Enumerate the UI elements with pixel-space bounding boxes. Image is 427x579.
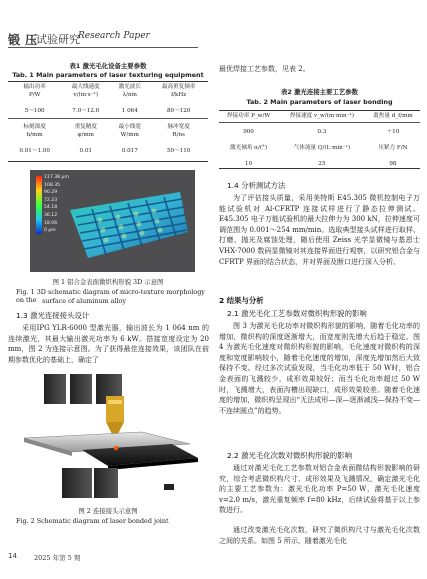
table-cell: 焊接速度 v_w/(m·min⁻¹) <box>289 113 355 119</box>
colorbar-label: 36.12 <box>44 212 58 218</box>
table-cell: f/kHz <box>171 92 187 98</box>
colorbar-label: 90.29 <box>44 190 58 196</box>
journal-issue: 2025 年第 5 期 <box>34 554 81 562</box>
table-cell: h/mm <box>26 132 43 138</box>
section-2-1-paragraph: 图 3 为激光毛化功率对微织构形貌的影响，随着毛化功率的增加，微织构的深度逐渐增大，而宽度则先增大后趋于稳定。图 4 为激光毛化速度对微织构形貌的影响，毛化速度对微织构的深度和宽度影响较小，随着毛化速度的增加，深度先增加然后大致保持不变。经过多次试验发现，当毛化功率低于 50 W时，铝合金表面的飞溅较少，成形效果较好；而当毛化功率超过 50 W 时，飞溅增大，表面沟槽出现缺口，成形效果较差。随着毛化速度的增加，微织构呈现出“无法成形—深—逐渐减浅—保持不变—不连续圆点”的趋势。 <box>219 322 420 415</box>
table-cell: 0.01～1.00 <box>19 148 50 154</box>
table-cell: 脉冲宽度 <box>167 124 190 130</box>
table2-title: 表2 激光连接主要工艺参数 <box>281 88 358 96</box>
table1-bottom-rule <box>8 161 208 162</box>
table-cell: λ/nm <box>122 92 137 98</box>
figure2-caption: 图 2 连接接头示意图 <box>78 507 138 515</box>
table-cell: 98 <box>389 161 397 167</box>
paragraph-top-right: 最优焊接工艺参数，见表 2。 <box>219 65 310 73</box>
table-cell: 50～110 <box>166 148 191 154</box>
table2-mid-rule <box>219 122 420 123</box>
colorbar-label: 18.06 <box>44 220 58 226</box>
colorbar-label: 72.23 <box>44 197 58 203</box>
table-cell: 5～100 <box>24 108 45 114</box>
table-cell: 激光倾角 α/(°) <box>230 145 268 151</box>
colorbar-label: 117.38 µm <box>44 175 69 180</box>
table-cell: 最小线宽 <box>118 124 141 130</box>
table1-title: 表1 激光毛化设备主要参数 <box>69 62 147 70</box>
section-title-en: Research Paper <box>78 31 150 41</box>
table-cell: 900 <box>243 129 254 135</box>
table-cell: 80～120 <box>166 108 191 114</box>
colorbar-labels <box>44 174 69 235</box>
table-cell: 标刻深度 <box>23 124 46 130</box>
section-1-4-heading: 1.4 分析测试方法 <box>227 181 286 190</box>
table2-title-en: Tab. 2 Main parameters of laser bonding <box>246 98 393 106</box>
page-number: 14 <box>8 552 17 560</box>
table-cell: 最高重复频率 <box>161 84 196 90</box>
table2 <box>219 112 420 168</box>
table2-value-row-1 <box>219 128 420 136</box>
table1-title-en: Tab. 1 Main parameters of laser texturing equipment <box>12 71 204 79</box>
figure1-caption-en-1: Fig. 1 3D schematic diagram of micro-texture morphology on the <box>16 288 205 304</box>
table-cell: 0.017 <box>121 148 138 154</box>
table-cell: φ/mm <box>77 132 94 138</box>
table-cell: W/mm <box>120 132 139 138</box>
table2-bottom-rule <box>219 168 420 169</box>
table-cell: 1 064 <box>121 108 138 114</box>
table1-value-row-1 <box>8 107 208 115</box>
figure1-caption-en-2: surface of aluminum alloy <box>42 297 127 305</box>
table1-unit-row-2 <box>8 131 208 139</box>
table-cell: 压紧力 F/N <box>378 145 408 151</box>
table-cell: 焊接功率 P_w/W <box>226 113 271 119</box>
figure2-joint-schematic <box>22 372 204 502</box>
table-cell: 离焦量 d_f/mm <box>373 113 413 119</box>
table1-header-row-2 <box>8 123 208 131</box>
section-1-3-paragraph: 采用IPG YLR-6000 型激光器，输出波长为 1 064 nm 的连续激光，其最大输出激光功率为 6 kW。搭接宽度设定为 20 mm，图 2 为连接示意图。为了获得最佳连接效果，该团队在前期参数优化的基础上，确定了 <box>8 324 209 364</box>
table-cell: 0.01 <box>79 148 92 154</box>
figure1-3d-render <box>30 170 195 272</box>
figure2-caption-en: Fig. 2 Schematic diagram of laser bonded joint <box>16 517 169 525</box>
table-cell: 输出功率 <box>23 84 46 90</box>
journal-logo: 锻 压 <box>8 33 38 47</box>
table-cell: 7.0～12.0 <box>72 108 100 114</box>
table2-header-row-1 <box>219 112 420 120</box>
table-cell: 气体流量 Q/(L·min⁻¹) <box>293 145 351 151</box>
section-1-4-paragraph: 为了评估接头质量，采用美特斯 E45.305 微机控制电子万能试验机对 Al-CFRTP 连接试样进行了静态拉伸测试。E45.305 电子万能试验机的最大拉伸力为 300 kN，拉伸速度可调范围为 0.001～254 mm/min。选取典型接头试样进行取样、打磨、抛光及腐蚀处理，随后使用 Zeiss 光学显微镜与基恩士 VHX-7000 数码显微镜对其连接界面进行观察，以研究铝合金与 CFRTP 界面的结合状态，并对界面及断口进行深入分析。 <box>219 194 420 266</box>
table2-header-row-2 <box>219 144 420 152</box>
table-cell: ＋10 <box>386 129 400 135</box>
table-cell: 最大线速度 <box>71 84 100 90</box>
table2-value-row-2 <box>219 160 420 168</box>
table-cell: P/W <box>28 92 41 98</box>
table-cell: 重复精度 <box>74 124 97 130</box>
table1-header-row-1 <box>8 83 208 91</box>
table-cell: R/ns <box>172 132 185 138</box>
colorbar-label: 54.18 <box>44 205 58 211</box>
table-cell: v/(m·s⁻¹) <box>73 92 99 98</box>
table1 <box>8 83 208 155</box>
table-cell: 激光波长 <box>118 84 141 90</box>
joint-diagram <box>22 372 204 502</box>
section-title: 试验研究 <box>36 33 80 46</box>
table1-value-row-2 <box>8 147 208 155</box>
table1-unit-row-1 <box>8 91 208 99</box>
table-cell: 0.3 <box>317 129 327 135</box>
colorbar-label: 0 µm <box>44 228 56 234</box>
section-1-3-heading: 1.3 激光连接接头设计 <box>16 311 90 320</box>
table1-top-rule <box>8 81 208 82</box>
header-rule <box>8 47 198 48</box>
table1-mid-rule <box>8 118 208 119</box>
figure1-caption: 图 1 铝合金表面微织构形貌 3D 示意图 <box>52 278 164 286</box>
section-2-2-paragraph-1: 通过对激光毛化工艺参数对铝合金表面微结构形貌影响的研究，综合考虑微织构尺寸、成形效果及飞溅情况，确定激光毛化的主要工艺参数为：激光毛化功率 P=50 W，激光毛化速度 v=2.0 m/s，激光重复频率 f=80 kHz，后续试验将基于以上参数进行。 <box>219 464 420 515</box>
table-cell: 25 <box>318 161 326 167</box>
section-2-2-paragraph-2: 通过改变激光毛化次数，研究了微织构尺寸与激光毛化次数之间的关系。如图 5 所示，随着激光毛化 <box>219 526 420 545</box>
section-2-2-heading: 2.2 激光毛化次数对微织构形貌的影响 <box>227 451 352 460</box>
section-2-heading: 2 结果与分析 <box>219 296 264 305</box>
table2-top-rule <box>219 110 420 111</box>
table-cell: 10 <box>244 161 253 167</box>
colorbar-label: 108.35 <box>44 182 61 188</box>
section-2-1-heading: 2.1 激光毛化工艺参数对微织构形貌的影响 <box>227 309 367 318</box>
